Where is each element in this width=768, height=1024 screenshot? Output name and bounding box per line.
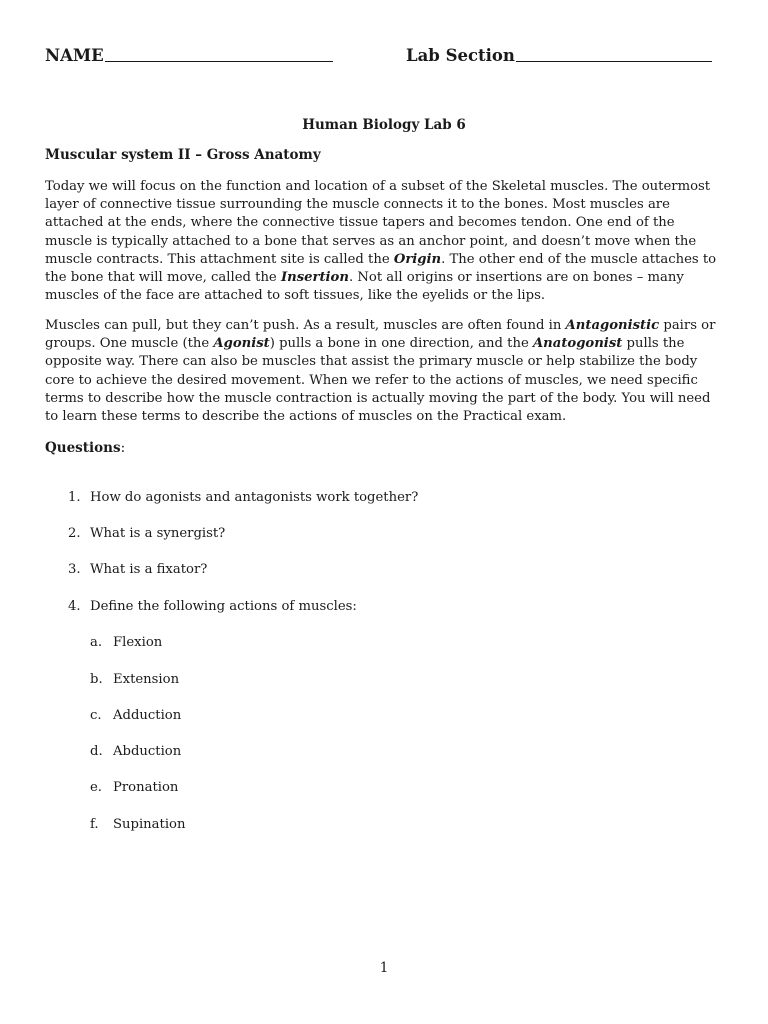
sub-item-text: Adduction xyxy=(113,708,182,723)
lab-section-label: Lab Section xyxy=(406,46,515,65)
header-fields xyxy=(45,46,725,70)
name-label: NAME xyxy=(45,46,104,65)
question-number: 2. xyxy=(68,526,81,541)
document-title: Human Biology Lab 6 xyxy=(302,117,466,133)
term-agonist: Agonist xyxy=(213,336,270,352)
sub-item-text: Pronation xyxy=(113,780,179,795)
question-text: How do agonists and antagonists work together? xyxy=(90,490,419,505)
name-blank-line[interactable] xyxy=(105,47,333,62)
sub-item-text: Abduction xyxy=(113,744,182,759)
sub-item-letter: a. xyxy=(90,635,103,650)
paragraph-text: pairs or groups. One muscle (the xyxy=(45,318,716,352)
paragraph-text: ) pulls a bone in one direction, and the xyxy=(269,336,533,352)
paragraph-text: pulls the opposite way. There can also be muscles that assist the primary muscle or help stabilize the body core to achieve the desired movement. When we refer to the actions of muscles, we need specific terms to describe how the muscle contraction is actually moving the part of the body. You will need to learn these terms to describe the actions of muscles on the Practical exam. xyxy=(45,336,711,425)
question-number: 3. xyxy=(68,562,81,577)
question-number: 1. xyxy=(68,490,81,505)
questions-colon: : xyxy=(120,440,126,456)
sub-item-d xyxy=(90,744,181,759)
intro-paragraph xyxy=(45,178,725,305)
term-insertion: Insertion xyxy=(280,270,349,286)
question-text: What is a synergist? xyxy=(90,526,226,541)
question-3 xyxy=(68,562,207,577)
sub-item-letter: e. xyxy=(90,780,102,795)
sub-item-letter: f. xyxy=(90,817,99,832)
term-origin: Origin xyxy=(393,251,442,267)
sub-item-letter: c. xyxy=(90,708,102,723)
antagonist-paragraph xyxy=(45,317,725,426)
section-heading: Muscular system II – Gross Anatomy xyxy=(45,147,321,163)
questions-label: Questions xyxy=(45,440,121,456)
sub-item-e xyxy=(90,780,178,795)
sub-item-text: Flexion xyxy=(113,635,163,650)
sub-item-letter: d. xyxy=(90,744,103,759)
term-antagonistic: Antagonistic xyxy=(565,318,660,333)
term-anatogonist: Anatogonist xyxy=(532,336,623,352)
paragraph-text: Muscles can pull, but they can’t push. As a result, muscles are often found in xyxy=(45,318,566,333)
paragraph-text: . Not all origins or insertions are on bones – many muscles of the face are attached to soft tissues, like the eyelids or the lips. xyxy=(45,270,684,304)
sub-item-b xyxy=(90,672,179,687)
sub-item-letter: b. xyxy=(90,672,103,687)
question-4 xyxy=(68,599,357,614)
sub-item-f xyxy=(90,817,186,832)
sub-item-a xyxy=(90,635,162,650)
lab-section-field[interactable] xyxy=(406,46,712,65)
sub-item-text: Supination xyxy=(113,817,186,832)
page-number: 1 xyxy=(379,960,389,976)
paragraph-text: Today we will focus on the function and location of a subset of the Skeletal muscles. The outermost layer of connective tissue surrounding the muscle connects it to the bones. Most muscles are attached at the ends, where the connective tissue tapers and becomes tendon. One end of the muscle is typically attached to a bone that serves as an anchor point, and doesn’t move when the muscle contracts. This attachment site is called the xyxy=(45,179,711,267)
question-1 xyxy=(68,490,418,505)
question-text: Define the following actions of muscles: xyxy=(90,599,357,614)
name-field[interactable] xyxy=(45,46,333,65)
question-number: 4. xyxy=(68,599,81,614)
sub-item-text: Extension xyxy=(113,672,180,687)
question-text: What is a fixator? xyxy=(90,562,208,577)
questions-heading xyxy=(45,440,125,456)
sub-item-c xyxy=(90,708,181,723)
paragraph-text: . The other end of the muscle attaches to the bone that will move, called the xyxy=(45,251,717,286)
question-2 xyxy=(68,526,225,541)
lab-section-blank-line[interactable] xyxy=(516,47,712,62)
